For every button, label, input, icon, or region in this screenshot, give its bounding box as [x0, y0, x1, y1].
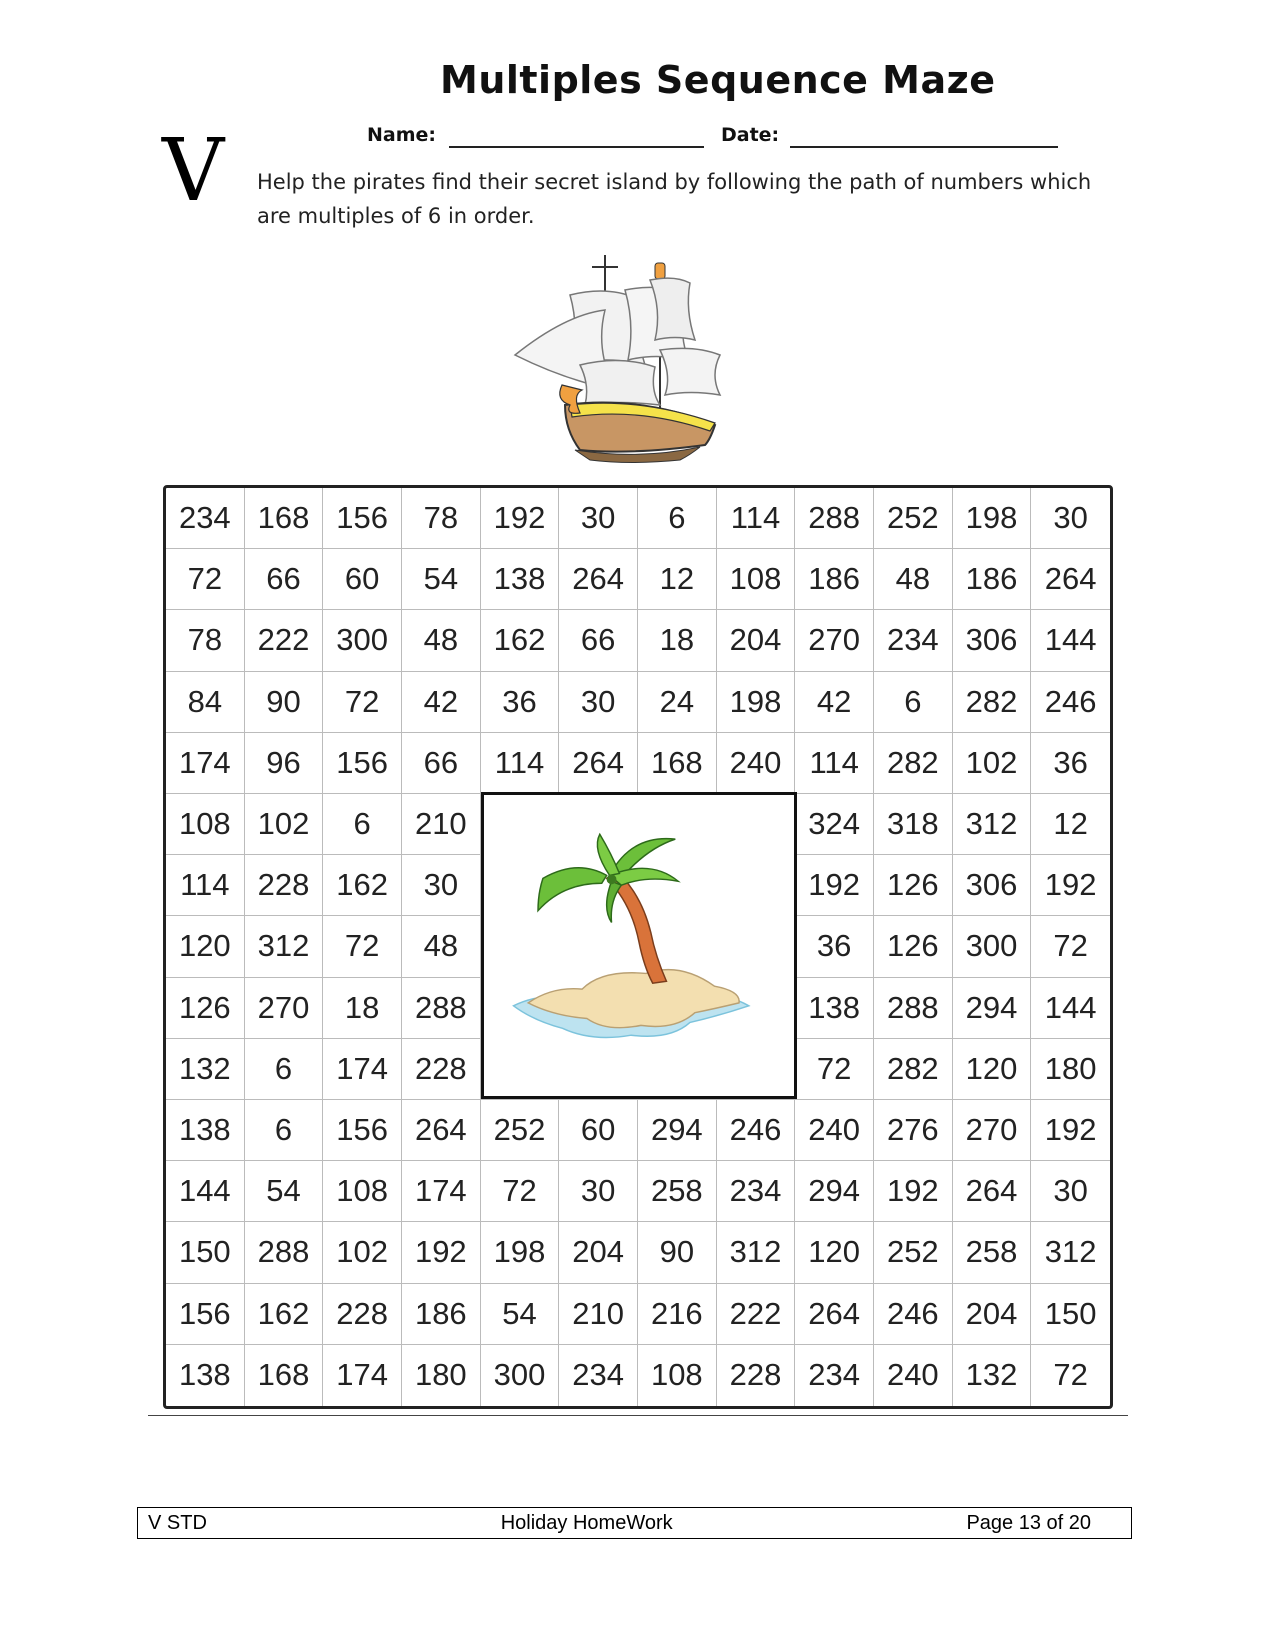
maze-cell: 312 — [245, 916, 324, 977]
maze-cell: 162 — [323, 855, 402, 916]
maze-cell: 204 — [953, 1284, 1032, 1345]
maze-cell: 300 — [953, 916, 1032, 977]
maze-cell: 174 — [323, 1039, 402, 1100]
maze-cell: 72 — [1053, 1357, 1088, 1393]
maze-cell: 96 — [245, 733, 324, 794]
maze-cell: 240 — [874, 1345, 953, 1406]
pirate-ship-icon — [510, 255, 770, 480]
maze-cell: 186 — [953, 549, 1032, 610]
maze-cell: 36 — [481, 672, 560, 733]
maze-cell: 204 — [559, 1222, 638, 1283]
maze-cell: 264 — [795, 1284, 874, 1345]
maze-cell: 90 — [638, 1222, 717, 1283]
maze-cell: 264 — [559, 733, 638, 794]
maze-cell: 180 — [1031, 1039, 1110, 1100]
maze-cell: 72 — [795, 1039, 874, 1100]
maze-cell: 102 — [323, 1222, 402, 1283]
maze-cell: 138 — [795, 978, 874, 1039]
maze-cell: 114 — [481, 733, 560, 794]
footer-class: V STD — [148, 1511, 207, 1534]
maze-cell: 18 — [638, 610, 717, 671]
maze-cell: 228 — [402, 1039, 481, 1100]
maze-cell: 114 — [717, 488, 796, 549]
maze-cell: 150 — [166, 1222, 245, 1283]
maze-cell: 90 — [245, 672, 324, 733]
maze-cell: 228 — [245, 855, 324, 916]
maze-cell: 72 — [323, 672, 402, 733]
maze-cell: 120 — [953, 1039, 1032, 1100]
maze-cell: 66 — [245, 549, 324, 610]
maze-cell: 294 — [953, 978, 1032, 1039]
footer-title: Holiday HomeWork — [500, 1511, 673, 1534]
maze-cell: 300 — [323, 610, 402, 671]
maze-cell: 12 — [638, 549, 717, 610]
maze-cell: 72 — [481, 1161, 560, 1222]
maze-cell: 72 — [166, 549, 245, 610]
maze-cell: 198 — [717, 672, 796, 733]
maze-cell: 306 — [953, 855, 1032, 916]
maze-grid-frame — [163, 485, 1113, 1409]
maze-cell: 114 — [795, 733, 874, 794]
maze-cell: 288 — [402, 978, 481, 1039]
maze-cell: 24 — [638, 672, 717, 733]
maze-cell: 138 — [166, 1100, 245, 1161]
maze-cell: 192 — [1031, 855, 1110, 916]
maze-cell: 258 — [638, 1161, 717, 1222]
maze-cell: 18 — [323, 978, 402, 1039]
maze-cell: 132 — [166, 1039, 245, 1100]
maze-cell: 294 — [638, 1100, 717, 1161]
maze-cell: 270 — [953, 1100, 1032, 1161]
maze-cell: 270 — [245, 978, 324, 1039]
maze-cell: 216 — [638, 1284, 717, 1345]
maze-cell: 42 — [402, 672, 481, 733]
maze-cell: 168 — [245, 1345, 324, 1406]
maze-cell: 30 — [559, 672, 638, 733]
maze-cell: 30 — [402, 855, 481, 916]
maze-cell: 144 — [1031, 978, 1110, 1039]
maze-cell: 234 — [559, 1345, 638, 1406]
island-box — [481, 792, 797, 1099]
maze-cell: 72 — [1031, 916, 1110, 977]
maze-cell: 144 — [166, 1161, 245, 1222]
page-title: Multiples Sequence Maze — [440, 58, 996, 102]
maze-cell: 228 — [323, 1284, 402, 1345]
maze-cell: 42 — [795, 672, 874, 733]
maze-cell: 288 — [245, 1222, 324, 1283]
maze-cell: 264 — [402, 1100, 481, 1161]
maze-cell: 66 — [402, 733, 481, 794]
maze-cell: 174 — [323, 1345, 402, 1406]
maze-cell: 246 — [874, 1284, 953, 1345]
maze-cell: 30 — [1031, 488, 1110, 549]
maze-cell: 252 — [481, 1100, 560, 1161]
maze-cell: 306 — [953, 610, 1032, 671]
maze-cell: 108 — [638, 1345, 717, 1406]
maze-cell: 318 — [874, 794, 953, 855]
maze-cell: 174 — [166, 733, 245, 794]
maze-cell: 324 — [795, 794, 874, 855]
maze-cell: 138 — [166, 1345, 245, 1406]
maze-cell: 270 — [795, 610, 874, 671]
date-label: Date: — [721, 124, 780, 146]
maze-cell: 120 — [166, 916, 245, 977]
maze-cell: 228 — [717, 1345, 796, 1406]
maze-cell: 156 — [323, 733, 402, 794]
maze-cell: 144 — [1031, 610, 1110, 671]
maze-cell: 126 — [874, 916, 953, 977]
maze-cell: 222 — [245, 610, 324, 671]
maze-cell: 210 — [559, 1284, 638, 1345]
maze-cell: 234 — [166, 488, 245, 549]
name-label: Name: — [367, 124, 437, 146]
maze-cell: 36 — [795, 916, 874, 977]
maze-cell: 156 — [323, 1100, 402, 1161]
maze-cell: 54 — [245, 1161, 324, 1222]
maze-cell: 240 — [717, 733, 796, 794]
maze-cell: 6 — [323, 794, 402, 855]
maze-cell: 66 — [559, 610, 638, 671]
page-footer — [137, 1507, 1132, 1539]
maze-cell: 282 — [874, 733, 953, 794]
maze-cell: 6 — [245, 1039, 324, 1100]
maze-cell: 192 — [481, 488, 560, 549]
name-field[interactable] — [449, 146, 704, 148]
maze-cell: 174 — [402, 1161, 481, 1222]
maze-cell: 108 — [323, 1161, 402, 1222]
section-letter: V — [162, 121, 225, 221]
maze-cell: 252 — [874, 488, 953, 549]
maze-cell: 6 — [638, 488, 717, 549]
maze-cell: 282 — [953, 672, 1032, 733]
maze-cell: 192 — [874, 1161, 953, 1222]
maze-cell: 288 — [795, 488, 874, 549]
maze-cell: 30 — [559, 1161, 638, 1222]
maze-cell: 36 — [1031, 733, 1110, 794]
maze-cell: 192 — [402, 1222, 481, 1283]
footer-page-number: Page 13 of 20 — [966, 1511, 1091, 1534]
maze-cell: 252 — [874, 1222, 953, 1283]
maze-cell: 162 — [481, 610, 560, 671]
maze-cell: 234 — [795, 1345, 874, 1406]
maze-cell: 114 — [166, 855, 245, 916]
maze-cell: 246 — [717, 1100, 796, 1161]
maze-cell: 246 — [1031, 672, 1110, 733]
maze-cell: 294 — [795, 1161, 874, 1222]
maze-cell: 240 — [795, 1100, 874, 1161]
maze-cell: 312 — [717, 1222, 796, 1283]
maze-cell: 186 — [795, 549, 874, 610]
maze-cell: 156 — [323, 488, 402, 549]
maze-cell: 192 — [795, 855, 874, 916]
maze-cell: 168 — [638, 733, 717, 794]
maze-cell: 60 — [559, 1100, 638, 1161]
maze-cell: 312 — [1031, 1222, 1110, 1283]
maze-cell: 162 — [245, 1284, 324, 1345]
maze-cell: 204 — [717, 610, 796, 671]
maze-cell: 30 — [1031, 1161, 1110, 1222]
maze-cell: 120 — [795, 1222, 874, 1283]
maze-cell: 264 — [953, 1161, 1032, 1222]
maze-cell: 60 — [323, 549, 402, 610]
maze-cell: 78 — [402, 488, 481, 549]
maze-cell: 198 — [953, 488, 1032, 549]
maze-cell: 222 — [717, 1284, 796, 1345]
maze-cell: 234 — [874, 610, 953, 671]
maze-cell: 12 — [1031, 794, 1110, 855]
maze-cell: 276 — [874, 1100, 953, 1161]
date-field[interactable] — [790, 146, 1058, 148]
maze-cell: 150 — [1031, 1284, 1110, 1345]
maze-cell: 186 — [402, 1284, 481, 1345]
maze-cell: 48 — [402, 916, 481, 977]
maze-cell: 168 — [245, 488, 324, 549]
maze-cell: 84 — [166, 672, 245, 733]
maze-cell: 288 — [874, 978, 953, 1039]
maze-cell: 264 — [559, 549, 638, 610]
maze-cell: 198 — [481, 1222, 560, 1283]
maze-cell: 126 — [166, 978, 245, 1039]
maze-cell: 312 — [953, 794, 1032, 855]
maze-cell: 258 — [953, 1222, 1032, 1283]
maze-cell: 180 — [402, 1345, 481, 1406]
maze-cell: 54 — [402, 549, 481, 610]
instructions-text: Help the pirates find their secret island by following the path of numbers which are multiples of 6 in order. — [257, 170, 1092, 228]
maze-cell: 54 — [481, 1284, 560, 1345]
maze-cell: 72 — [323, 916, 402, 977]
maze-cell: 6 — [245, 1100, 324, 1161]
maze-cell: 210 — [402, 794, 481, 855]
bottom-rule — [148, 1415, 1128, 1416]
maze-cell: 138 — [481, 549, 560, 610]
maze-cell: 156 — [166, 1284, 245, 1345]
maze-cell: 48 — [402, 610, 481, 671]
maze-cell: 48 — [874, 549, 953, 610]
maze-cell: 108 — [166, 794, 245, 855]
maze-cell: 102 — [953, 733, 1032, 794]
maze-cell: 78 — [166, 610, 245, 671]
maze-cell: 30 — [559, 488, 638, 549]
maze-cell: 234 — [717, 1161, 796, 1222]
maze-cell: 132 — [953, 1345, 1032, 1406]
maze-cell: 6 — [874, 672, 953, 733]
maze-cell: 102 — [245, 794, 324, 855]
palm-island-icon — [484, 795, 794, 1096]
maze-cell: 108 — [717, 549, 796, 610]
maze-cell: 126 — [874, 855, 953, 916]
maze-cell: 192 — [1031, 1100, 1110, 1161]
maze-cell: 300 — [481, 1345, 560, 1406]
maze-cell: 264 — [1031, 549, 1110, 610]
maze-cell: 282 — [874, 1039, 953, 1100]
